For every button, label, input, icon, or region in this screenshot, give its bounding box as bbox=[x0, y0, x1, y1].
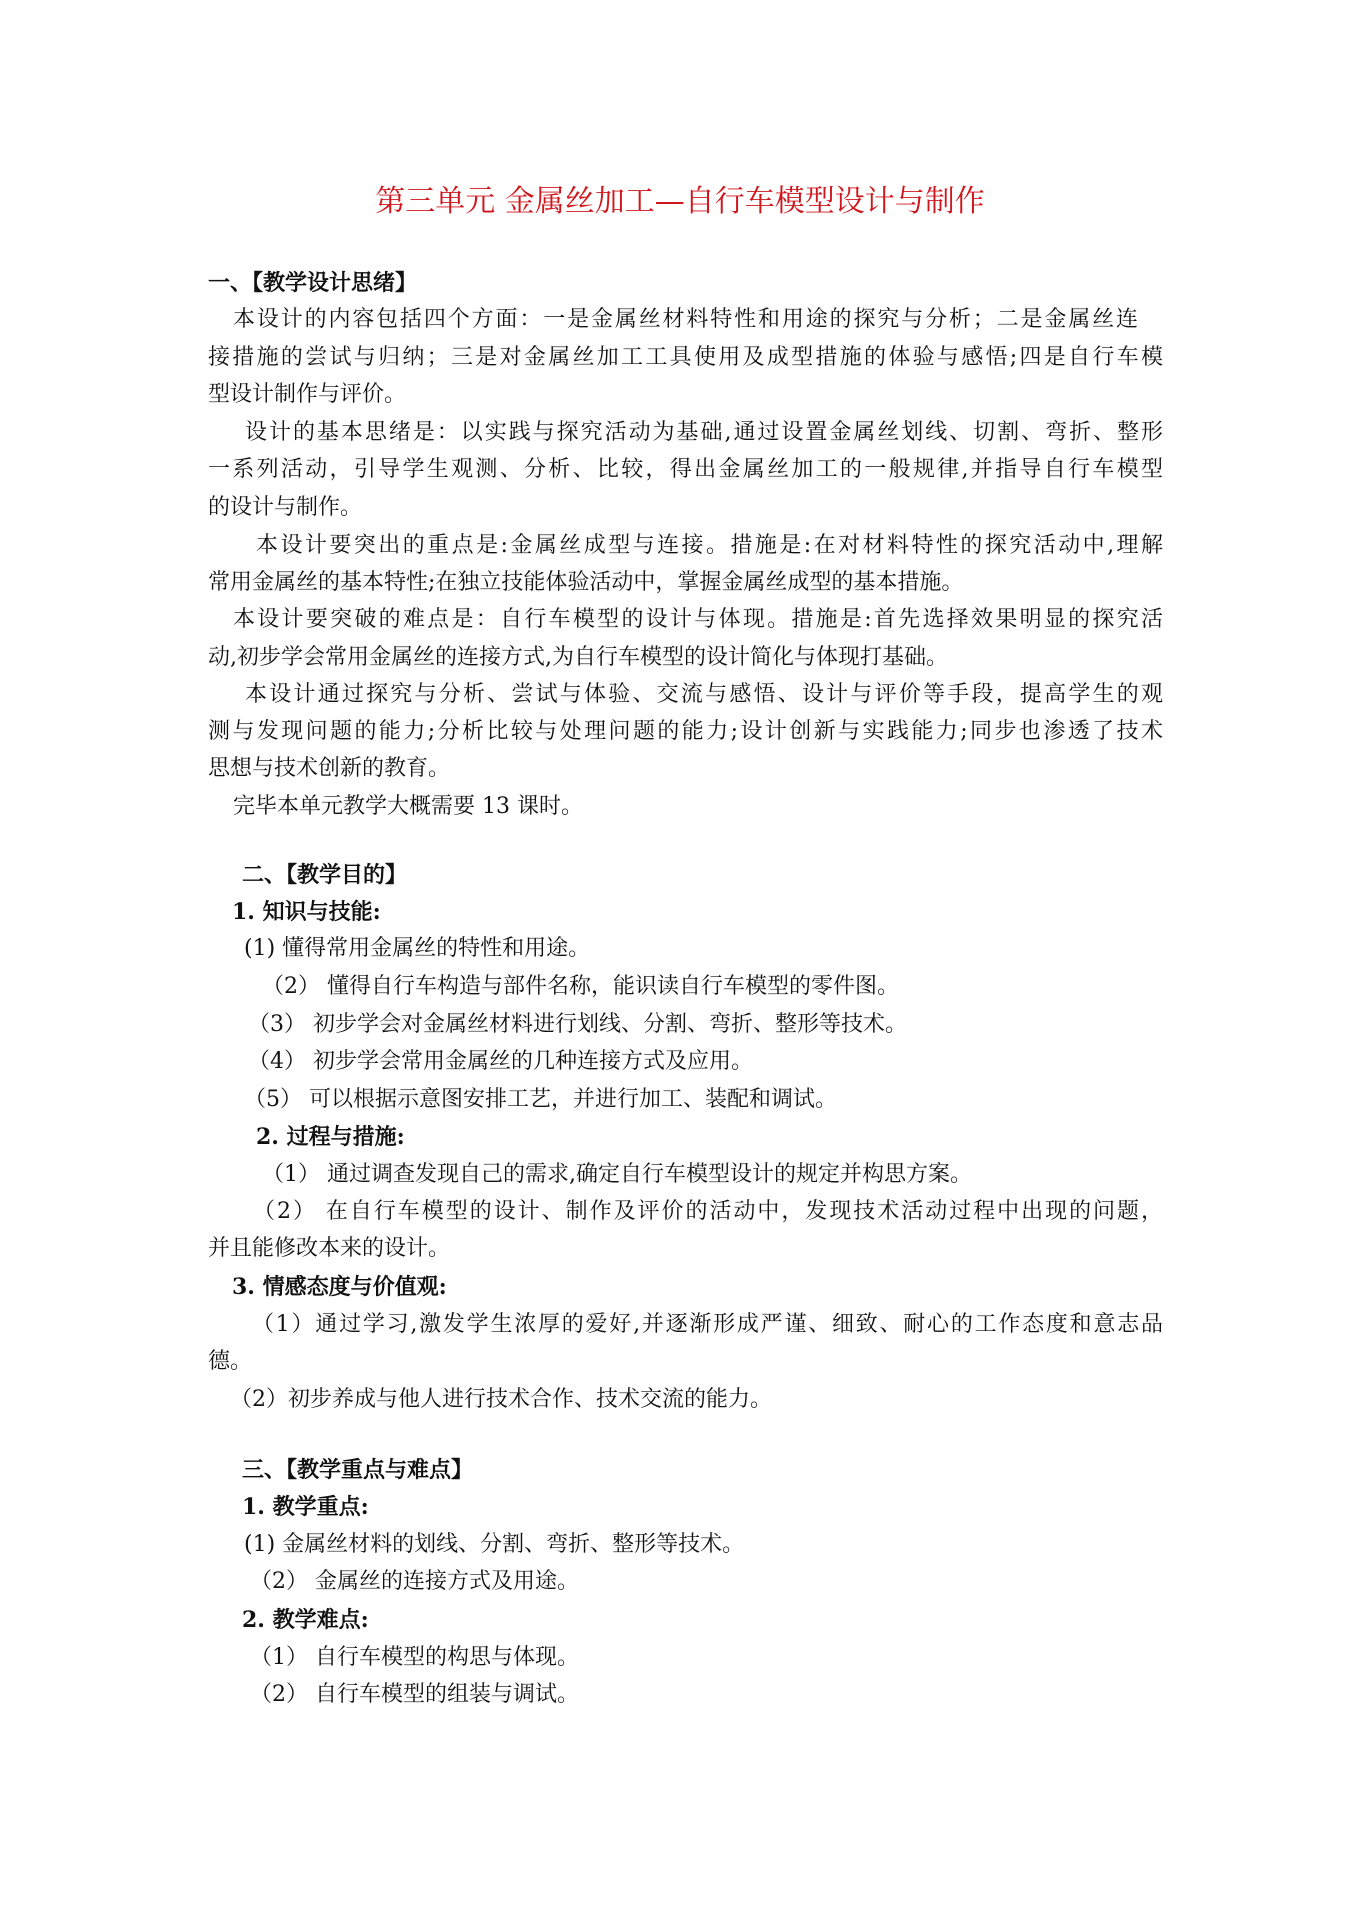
section2-sub3-item2: （2）初步养成与他人进行技术合作、技术交流的能力。 bbox=[230, 1387, 772, 1412]
section3-sub1-item1: (1) 金属丝材料的划线、分割、弯折、整形等技术。 bbox=[244, 1532, 745, 1557]
section2-sub2-item2-cont: 并且能修改本来的设计。 bbox=[208, 1236, 451, 1261]
section1-p3-line2: 常用金属丝的基本特性;在独立技能体验活动中，掌握金属丝成型的基本措施。 bbox=[208, 570, 964, 595]
document-title: 第三单元 金属丝加工—自行车模型设计与制作 bbox=[375, 184, 985, 219]
section3-sub1-heading: 1. 教学重点: bbox=[242, 1494, 369, 1520]
section2-sub1-item5: （5） 可以根据示意图安排工艺，并进行加工、装配和调试。 bbox=[244, 1087, 837, 1112]
section1-p1-line1: 本设计的内容包括四个方面：一是金属丝材料特性和用途的探究与分析；二是金属丝连 bbox=[233, 307, 1138, 332]
section2-sub1-item3: （3） 初步学会对金属丝材料进行划线、分割、弯折、整形等技术。 bbox=[248, 1012, 907, 1037]
section3-sub2-heading: 2. 教学难点: bbox=[242, 1607, 369, 1633]
section2-sub1-heading: 1. 知识与技能: bbox=[232, 899, 381, 925]
section1-p1-line2: 接措施的尝试与归纳；三是对金属丝加工工具使用及成型措施的体验与感悟;四是自行车模 bbox=[208, 345, 1163, 370]
section1-heading: 一、【教学设计思绪】 bbox=[208, 270, 418, 296]
section1-p5-line3: 思想与技术创新的教育。 bbox=[208, 756, 451, 781]
section3-sub1-item2: （2） 金属丝的连接方式及用途。 bbox=[250, 1569, 579, 1594]
section2-sub1-item4: （4） 初步学会常用金属丝的几种连接方式及应用。 bbox=[248, 1049, 753, 1074]
section1-p4-line2: 动,初步学会常用金属丝的连接方式,为自行车模型的设计简化与体现打基础。 bbox=[208, 645, 948, 670]
section2-sub3-heading: 3. 情感态度与价值观: bbox=[232, 1274, 447, 1300]
section2-sub1-item1: (1) 懂得常用金属丝的特性和用途。 bbox=[244, 936, 591, 961]
section1-p2-line1: 设计的基本思绪是：以实践与探究活动为基础,通过设置金属丝划线、切割、弯折、整形 bbox=[245, 420, 1163, 445]
section1-p4-line1: 本设计要突破的难点是：自行车模型的设计与体现。措施是:首先选择效果明显的探究活 bbox=[233, 607, 1163, 632]
section2-sub2-item2: （2） 在自行车模型的设计、制作及评价的活动中，发现技术活动过程中出现的问题， bbox=[253, 1199, 1163, 1224]
section3-sub2-item1: （1） 自行车模型的构思与体现。 bbox=[250, 1645, 579, 1670]
section3-sub2-item2: （2） 自行车模型的组装与调试。 bbox=[250, 1682, 579, 1707]
section1-p5-line2: 测与发现问题的能力;分析比较与处理问题的能力;设计创新与实践能力;同步也渗透了技术 bbox=[208, 719, 1163, 744]
section2-sub3-item1-cont: 德。 bbox=[208, 1349, 253, 1374]
section3-heading: 三、【教学重点与难点】 bbox=[242, 1457, 474, 1483]
section2-sub1-item2: （2） 懂得自行车构造与部件名称，能识读自行车模型的零件图。 bbox=[262, 974, 899, 999]
section2-heading: 二、【教学目的】 bbox=[242, 862, 408, 888]
section2-sub2-heading: 2. 过程与措施: bbox=[256, 1124, 405, 1150]
section1-p6-line1: 完毕本单元教学大概需要 13 课时。 bbox=[233, 794, 583, 819]
section1-p5-line1: 本设计通过探究与分析、尝试与体验、交流与感悟、设计与评价等手段，提高学生的观 bbox=[245, 682, 1163, 707]
section2-sub2-item1: （1） 通过调查发现自己的需求,确定自行车模型设计的规定并构思方案。 bbox=[262, 1162, 972, 1187]
section1-p3-line1: 本设计要突出的重点是:金属丝成型与连接。措施是:在对材料特性的探究活动中,理解 bbox=[256, 533, 1163, 558]
section1-p1-line3: 型设计制作与评价。 bbox=[208, 382, 407, 407]
section2-sub3-item1: （1）通过学习,激发学生浓厚的爱好,并逐渐形成严谨、细致、耐心的工作态度和意志品 bbox=[252, 1312, 1163, 1337]
section1-p2-line3: 的设计与制作。 bbox=[208, 495, 363, 520]
section1-p2-line2: 一系列活动，引导学生观测、分析、比较，得出金属丝加工的一般规律,并指导自行车模型 bbox=[208, 457, 1163, 482]
